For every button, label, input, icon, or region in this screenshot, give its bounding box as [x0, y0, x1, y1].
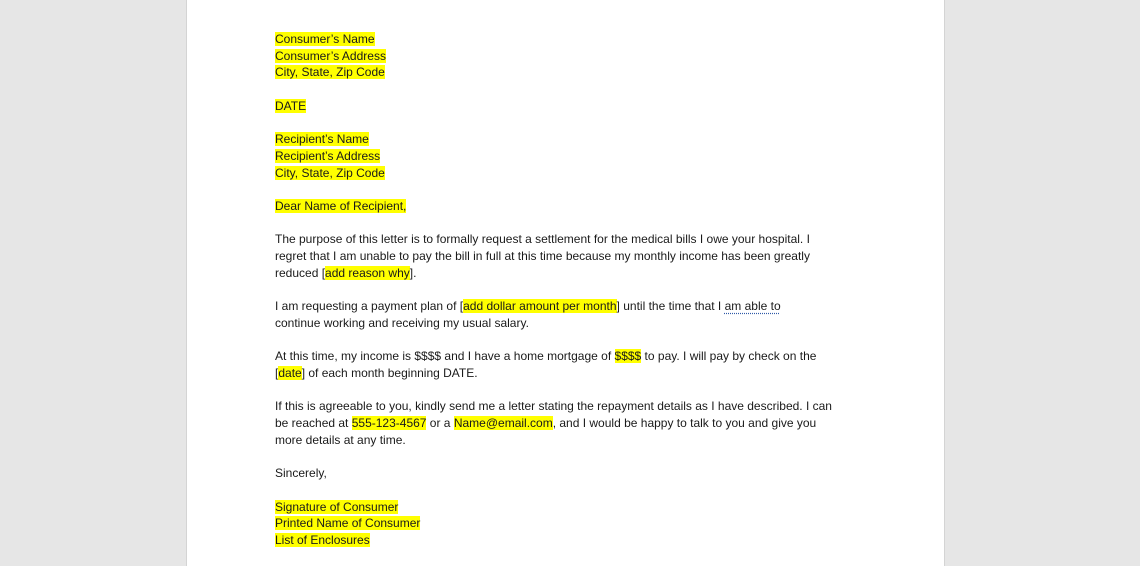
- p3-line-2: [275, 365, 875, 382]
- signature-line[interactable]: Signature of Consumer: [275, 499, 399, 514]
- phone-placeholder[interactable]: 555-123-4567: [351, 416, 427, 431]
- salutation[interactable]: Dear Name of Recipient,: [275, 198, 407, 213]
- paragraph-1[interactable]: [275, 231, 875, 281]
- p3-text: At this time, my income is $$$$ and I have a home mortgage of: [275, 349, 615, 364]
- sender-block: [275, 31, 875, 48]
- p2-line-2: continue working and receiving my usual salary.: [275, 315, 529, 330]
- p2-text: ] until the time that I: [616, 299, 725, 314]
- letter-date[interactable]: DATE: [275, 98, 307, 113]
- p3-text: to pay. I will pay by check on the: [641, 349, 817, 364]
- paragraph-4[interactable]: [275, 398, 875, 448]
- enclosures-line[interactable]: List of Enclosures: [275, 532, 370, 547]
- p3-text: ] of each month beginning DATE.: [301, 365, 478, 380]
- p4-text: or a: [426, 416, 454, 431]
- sender-city[interactable]: City, State, Zip Code: [275, 65, 385, 80]
- p2-text: I am requesting a payment plan of [: [275, 299, 464, 314]
- grammar-flag[interactable]: am able to: [724, 299, 781, 314]
- email-placeholder[interactable]: Name@email.com: [453, 416, 553, 431]
- p4-text: , and I would be happy to talk to you and give you: [552, 416, 817, 431]
- p3-line-1: [275, 348, 875, 365]
- sender-name[interactable]: Consumer’s Name: [275, 32, 375, 46]
- p1-text: ].: [409, 265, 417, 280]
- p1-line-2: regret that I am unable to pay the bill in full at this time because my monthly income has been greatly: [275, 249, 810, 264]
- p4-line-3: more details at any time.: [275, 432, 406, 447]
- p1-line-3: [275, 265, 875, 282]
- paragraph-3[interactable]: [275, 348, 875, 381]
- p1-line-1: The purpose of this letter is to formally request a settlement for the medical bills I owe your hospital. I: [275, 232, 810, 247]
- p4-line-1: If this is agreeable to you, kindly send me a letter stating the repayment details as I have described. I can: [275, 399, 832, 414]
- p1-text: reduced [: [275, 265, 326, 280]
- recipient-city[interactable]: City, State, Zip Code: [275, 165, 385, 180]
- paragraph-2[interactable]: [275, 298, 875, 331]
- p3-text: [: [275, 365, 279, 380]
- amount-placeholder[interactable]: add dollar amount per month: [463, 299, 617, 314]
- recipient-address[interactable]: Recipient’s Address: [275, 148, 381, 163]
- recipient-name[interactable]: Recipient’s Name: [275, 132, 369, 147]
- mortgage-placeholder[interactable]: $$$$: [614, 349, 642, 364]
- p2-line-1: [275, 298, 875, 315]
- reason-placeholder[interactable]: add reason why: [325, 265, 410, 280]
- document-page: [186, 0, 945, 566]
- sender-address[interactable]: Consumer’s Address: [275, 48, 386, 63]
- printed-name-line[interactable]: Printed Name of Consumer: [275, 516, 421, 531]
- letter-body[interactable]: [275, 31, 875, 549]
- p4-text: be reached at: [275, 416, 352, 431]
- closing[interactable]: Sincerely,: [275, 466, 327, 481]
- date-placeholder[interactable]: date: [278, 365, 302, 380]
- p4-line-2: [275, 415, 875, 432]
